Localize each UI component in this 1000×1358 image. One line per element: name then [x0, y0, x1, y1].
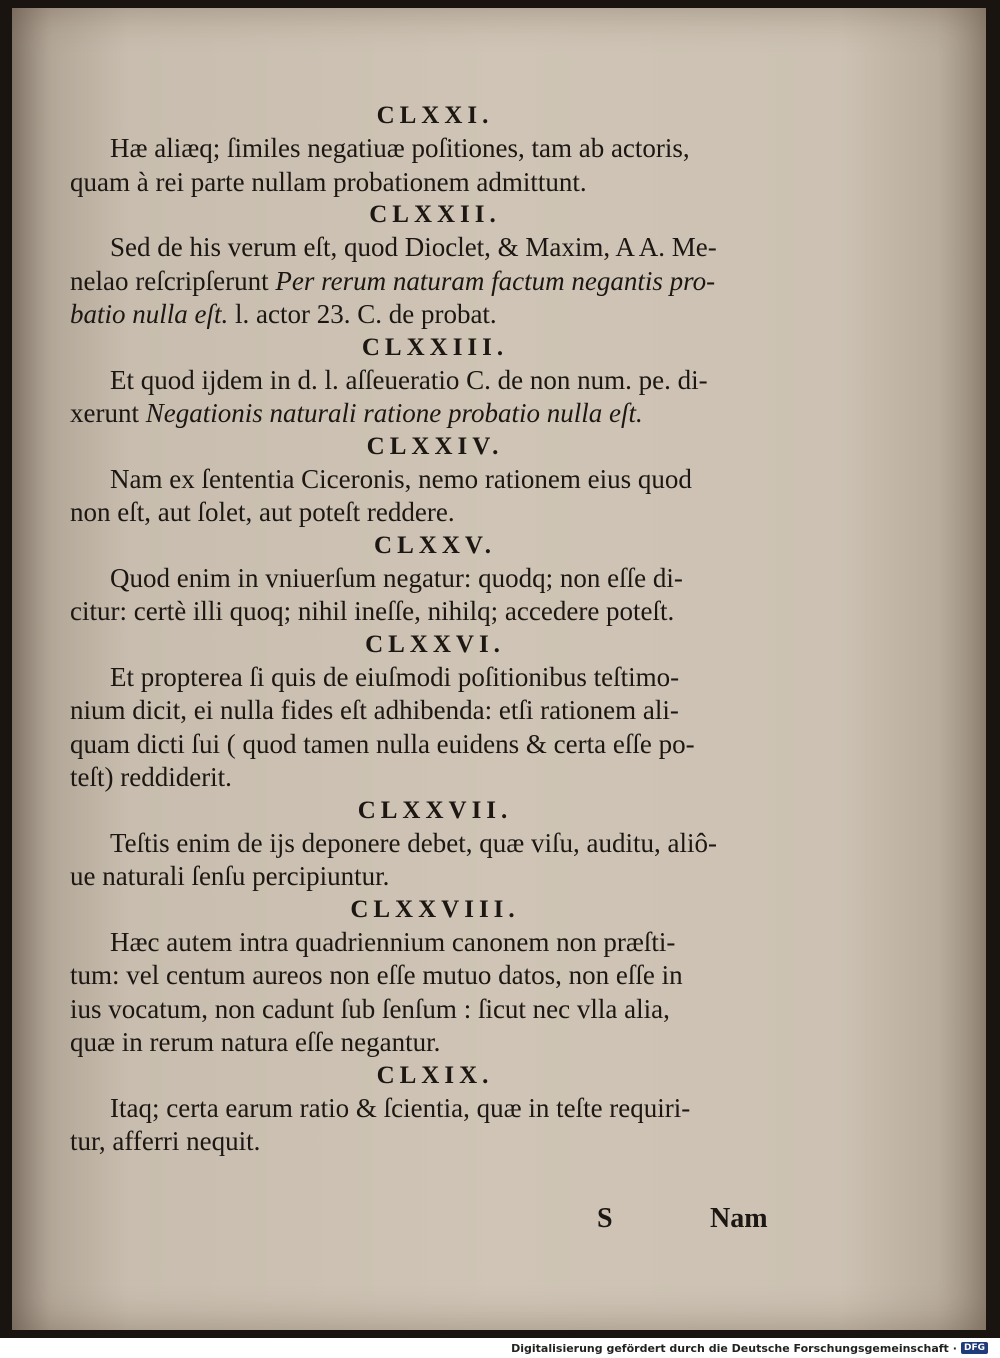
line-text: Teſtis enim de ijs deponere debet, quæ viſu, auditu, aliô- — [110, 827, 717, 858]
text-line — [70, 132, 800, 166]
line-text: teſt) reddiderit. — [70, 762, 232, 792]
line-text: ue naturali ſenſu percipiuntur. — [70, 861, 390, 891]
line-italic-text: Negationis naturali ratione probatio nulla eſt. — [145, 398, 643, 428]
section-heading: CLXXII. — [369, 201, 501, 228]
page-text — [70, 100, 800, 1159]
section-heading: CLXXV. — [374, 531, 496, 559]
line-text: Itaq; certa earum ratio & ſcientia, quæ in teſte requiri- — [110, 1092, 691, 1123]
text-line — [70, 496, 800, 530]
line-text: quam dicti ſui ( quod tamen nulla euidens & certa eſſe po- — [70, 728, 695, 759]
text-line — [70, 1026, 800, 1060]
line-text: quæ in rerum natura eſſe negantur. — [70, 1027, 441, 1057]
credit-text: Digitalisierung gefördert durch die Deutsche Forschungsgemeinschaft — [511, 1341, 949, 1355]
line-text: Sed de his verum eſt, quod Dioclet, & Maxim, A A. Me- — [110, 232, 717, 262]
section-paragraph — [70, 231, 800, 332]
text-line — [70, 397, 800, 431]
line-text: tur, afferri nequit. — [70, 1126, 261, 1156]
section-heading: CLXXIV. — [366, 432, 504, 460]
line-italic-text: batio nulla eſt. — [70, 299, 229, 329]
line-text: citur: certè illi quoq; nihil ineſſe, nihilq; accedere poteſt. — [70, 596, 675, 626]
line-text: Nam ex ſententia Ciceronis, nemo rationem eius quod — [110, 463, 692, 494]
text-line — [70, 1125, 800, 1159]
line-text: Hæc autem intra quadriennium canonem non præſti- — [110, 926, 676, 957]
section-paragraph — [70, 562, 800, 629]
section-heading: CLXIX. — [376, 1061, 494, 1089]
line-text: Et quod ijdem in d. l. aſſeueratio C. de non num. pe. di- — [110, 364, 708, 395]
line-text: tum: vel centum aureos non eſſe mutuo datos, non eſſe in — [70, 960, 683, 990]
line-text: Quod enim in vniuerſum negatur: quodq; non eſſe di- — [110, 562, 683, 593]
text-line — [70, 166, 800, 200]
text-line — [70, 595, 800, 629]
line-text: quam à rei parte nullam probationem admittunt. — [70, 166, 587, 197]
text-line — [70, 827, 800, 861]
section-paragraph — [70, 926, 800, 1060]
section-heading: CLXXVIII. — [350, 895, 520, 923]
line-text: nium dicit, ei nulla fides eſt adhibenda: etſi rationem ali- — [70, 695, 679, 725]
line-text: Et propterea ſi quis de eiuſmodi poſitionibus teſtimo- — [110, 661, 680, 692]
text-line — [70, 562, 800, 596]
signature-mark: S — [597, 1203, 613, 1234]
section-heading: CLXXIII. — [361, 333, 509, 361]
line-text: non eſt, aut ſolet, aut poteſt reddere. — [70, 497, 455, 527]
section-paragraph — [70, 364, 800, 431]
line-text: ius vocatum, non cadunt ſub ſenſum : ſicut nec vlla alia, — [70, 993, 670, 1024]
text-line — [70, 463, 800, 497]
digitization-credit: Digitalisierung gefördert durch die Deutsche Forschungsgemeinschaft · DFG — [511, 1340, 988, 1356]
section-heading: CLXXVI. — [365, 630, 505, 658]
section-heading: CLXXVII. — [357, 796, 513, 824]
text-line — [70, 1092, 800, 1126]
text-line — [70, 926, 800, 960]
catchword: Nam — [710, 1203, 768, 1234]
text-line — [70, 860, 800, 894]
text-line — [70, 728, 800, 762]
line-citation-text: l. actor 23. C. de probat. — [228, 299, 497, 329]
line-italic-text: Per rerum naturam factum negantis pro- — [275, 265, 716, 296]
text-line — [70, 694, 800, 728]
line-text: Hæ aliæq; ſimiles negatiuæ poſitiones, tam ab actoris, — [110, 133, 690, 163]
section-paragraph — [70, 661, 800, 795]
line-text: nelao reſcripſerunt — [70, 265, 276, 296]
text-line — [70, 298, 800, 332]
text-line — [70, 959, 800, 993]
text-line — [70, 761, 800, 795]
section-paragraph — [70, 132, 800, 199]
book-page — [12, 8, 986, 1330]
text-line — [70, 364, 800, 398]
text-line — [70, 231, 800, 265]
text-line — [70, 661, 800, 695]
section-paragraph — [70, 1092, 800, 1159]
line-text: xerunt — [70, 398, 146, 428]
section-heading: CLXXI. — [376, 102, 494, 129]
dfg-logo-icon: DFG — [961, 1342, 988, 1354]
text-line — [70, 993, 800, 1027]
section-paragraph — [70, 463, 800, 530]
text-line — [70, 265, 800, 299]
section-paragraph — [70, 827, 800, 894]
